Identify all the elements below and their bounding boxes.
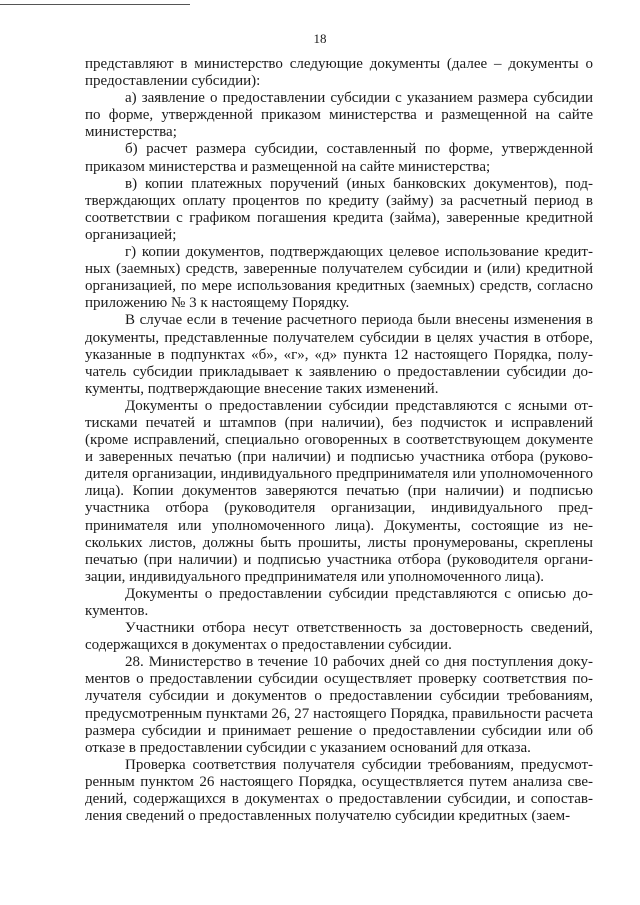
paragraph-changes: В случае если в течение расчетного периода были внесены изменения в документы, представленные получателем субсидии в целях участия в отборе, указанные в подпунктах «б», «г», «д» пункта 12 настоящего Порядка, получатель субсидии прикладывает к заявлению о предоставлении субсидии документы, подтверждающие внесение таких изменений. xyxy=(85,312,593,397)
top-rule-line xyxy=(0,4,190,5)
paragraph-verification: Проверка соответствия получателя субсидии требованиям, предусмотренным пунктом 26 настоящего Порядка, осуществляется путем анализа сведений, содержащихся в документах о предоставлении субсидии, и сопоставления сведений о предоставленных получателю субсидии кредитных (заем- xyxy=(85,756,593,825)
document-body xyxy=(85,56,593,825)
page-number: 18 xyxy=(313,31,327,46)
paragraph-item-b: б) расчет размера субсидии, составленный по форме, утвержденной приказом министерства и размещенной на сайте министерства; xyxy=(85,141,593,175)
paragraph-item-a: а) заявление о предоставлении субсидии с указанием размера субсидии по форме, утвержденной приказом министерства и размещенной на сайте министерства; xyxy=(85,90,593,141)
paragraph-intro: представляют в министерство следующие документы (далее – документы о предоставлении субсидии): xyxy=(85,56,593,90)
paragraph-document-requirements: Документы о предоставлении субсидии представляются с ясными оттисками печатей и штампов (при наличии), без подчисток и исправлений (кроме исправлений, специально оговоренных в соответствующем документе и заверенных печатью (при наличии) и подписью участника отбора (руководителя организации, индивидуального предпринимателя или уполномоченного лица). Копии документов заверяются печатью (при наличии) и подписью участника отбора (руководителя организации, индивидуального предпринимателя или уполномоченного лица). Документы, состоящие из нескольких листов, должны быть прошиты, листы пронумерованы, скреплены печатью (при наличии) и подписью участника отбора (руководителя организации, индивидуального предпринимателя или уполномоченного лица). xyxy=(85,397,593,585)
paragraph-item-v: в) копии платежных поручений (иных банковских документов), подтверждающих оплату процентов по кредиту (займу) за расчетный период в соответствии с графиком погашения кредита (займа), заверенные кредитной организацией; xyxy=(85,175,593,243)
paragraph-inventory: Документы о предоставлении субсидии представляются с описью документов. xyxy=(85,585,593,619)
paragraph-responsibility: Участники отбора несут ответственность за достоверность сведений, содержащихся в документах о предоставлении субсидии. xyxy=(85,620,593,654)
paragraph-item-28: 28. Министерство в течение 10 рабочих дней со дня поступления документов о предоставлении субсидии осуществляет проверку соответствия получателя субсидии и документов о предоставлении субсидии требованиям, предусмотренным пунктами 26, 27 настоящего Порядка, правильности расчета размера субсидии и принимает решение о предоставлении субсидии или об отказе в предоставлении субсидии с указанием оснований для отказа. xyxy=(85,654,593,756)
paragraph-item-g: г) копии документов, подтверждающих целевое использование кредитных (заемных) средств, заверенные получателем субсидии и (или) кредитной организацией, по мере использования кредитных (заемных) средств, согласно приложению № 3 к настоящему Порядку. xyxy=(85,244,593,312)
